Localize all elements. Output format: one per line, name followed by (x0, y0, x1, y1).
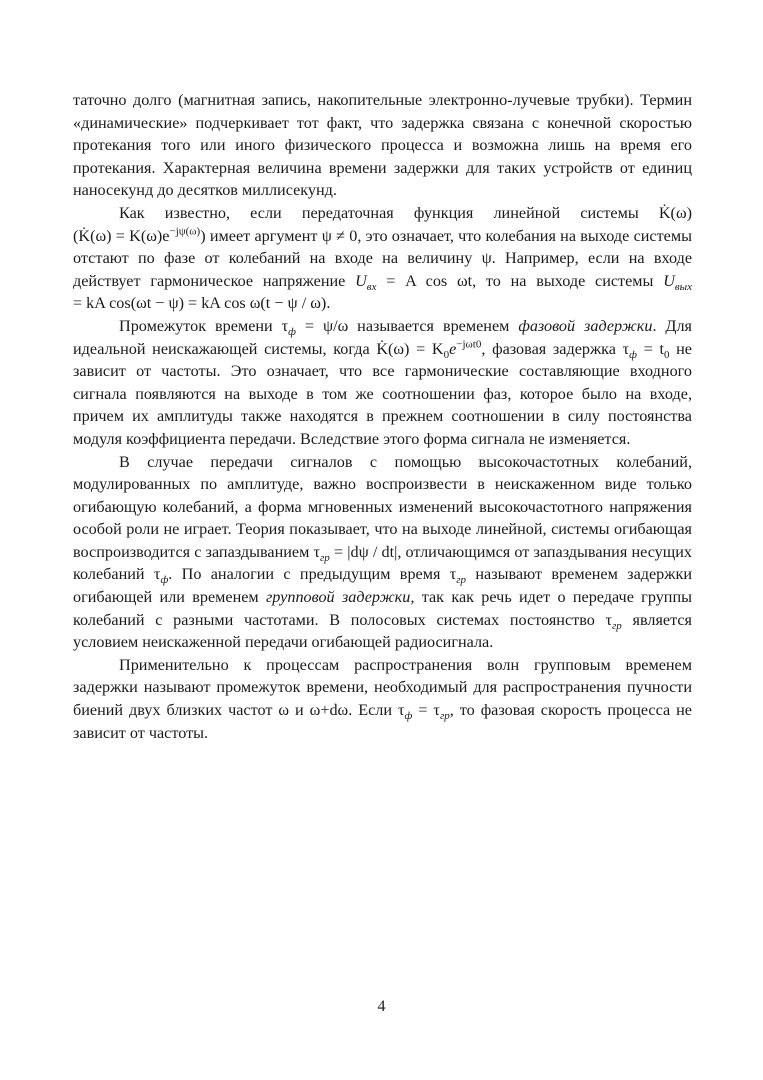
text-run: U (663, 271, 675, 290)
subscript: 0 (663, 348, 670, 361)
text-run: Промежуток времени τ (119, 316, 289, 335)
text-run: = τ (412, 701, 440, 720)
text-run: . По аналогии с предыдущим время τ (168, 565, 457, 584)
text-run: e (449, 339, 457, 358)
subscript: ф (404, 710, 413, 723)
text-run: В случае передачи сигналов с помощью высокочастотных колебаний, модулированных по амплитуде, важно воспроизвести в неискаженном виде только огибающую колебаний, а форма мгновенных изменений высокочастотного напряжения особой роли не играет. Теория показывает, что на выходе линейной, системы огибающая воспроизводится с запаздыванием τ (73, 452, 692, 561)
subscript: 0 (443, 348, 450, 361)
paragraph-4 (73, 654, 692, 744)
text-run: называют временем задержки огибающей или временем (73, 565, 692, 607)
document-body (73, 89, 692, 744)
page-number: 4 (377, 998, 386, 1015)
paragraph-1 (73, 202, 692, 315)
text-run: = kA cos(ωt − ψ) = kA cos ω(t − ψ / ω) (73, 294, 327, 313)
subscript: вых (674, 280, 692, 293)
subscript: гр (612, 619, 622, 632)
subscript: ф (629, 348, 637, 361)
text-run: K̇(ω) (658, 203, 692, 222)
text-run: . Для идеальной неискажающей системы, когда (73, 316, 692, 358)
paragraph-0 (73, 89, 692, 202)
text-run: . (326, 294, 331, 313)
text-run: K̇(ω) = K (376, 339, 444, 358)
text-run: является условием неискаженной передачи огибающей радиосигнала. (73, 610, 692, 652)
text-run: Как известно, если передаточная функция линейной системы (119, 203, 659, 222)
text-run: = |dψ / dt| (329, 542, 398, 561)
superscript: −jωt0 (456, 338, 482, 351)
paragraph-3 (73, 451, 692, 654)
text-run: = ψ/ω называется временем (295, 316, 519, 335)
text-run: , фазовая задержка τ (481, 339, 630, 358)
text-run: , то фазовая скорость процесса не зависит от частоты. (73, 701, 692, 742)
text-run: таточно долго (магнитная запись, накопительные электронно-лучевые трубки). Термин «динамические» подчеркивает тот факт, что задержка связана с конечной скоростью протекания того или иного физического процесса и возможна лишь на время его протекания. Характерная величина времени задержки для таких устройств от единиц наносекунд до десятков миллисекунд. (73, 91, 692, 200)
subscript: гр (456, 574, 467, 587)
subscript: гр (320, 552, 330, 565)
text-run: Применительно к процессам распространения волн групповым временем задержки называют промежуток времени, необходимый для распространения пучности биений двух близких частот ω и ω+dω. Если τ (73, 655, 692, 720)
text-run: ( (73, 226, 79, 245)
text-run: не зависит от частоты. Это означает, что все гармонические составляющие входного сигнала появляются на выходе в том же соотношении фаз, которое было на входе, причем их амплитуды также находятся в прежнем соотношении в силу постоянства модуля коэффициента передачи. Вследствие этого форма сигнала не изменяется. (73, 339, 692, 448)
text-run: = t (636, 339, 664, 358)
text-run: групповой задержки, (265, 588, 415, 607)
text-run: так как речь идет о передаче группы колебаний с разными частотами. В полосовых системах постоянство τ (73, 588, 692, 629)
text-run: фазовой задержки (518, 316, 653, 335)
subscript: гр (439, 710, 450, 723)
superscript: −jψ(ω) (169, 225, 201, 238)
paragraph-2 (73, 315, 692, 451)
subscript: ф (288, 326, 296, 339)
text-run: ) имеет аргумент ψ ≠ 0, это означает, что колебания на выходе системы отстают по фазе от колебаний на входе на величину ψ. Например, если на входе действует гармоническое напряжение (73, 226, 692, 290)
subscript: вх (366, 280, 377, 293)
text-run: K̇(ω) = K(ω)e (78, 226, 170, 245)
subscript: ф (160, 574, 169, 587)
text-run: , то на выходе системы (472, 271, 664, 290)
text-run: U (355, 271, 367, 290)
text-run: = A cos ωt (376, 271, 473, 290)
text-run: , отличающимся от запаздывания несущих колебаний τ (73, 542, 692, 584)
